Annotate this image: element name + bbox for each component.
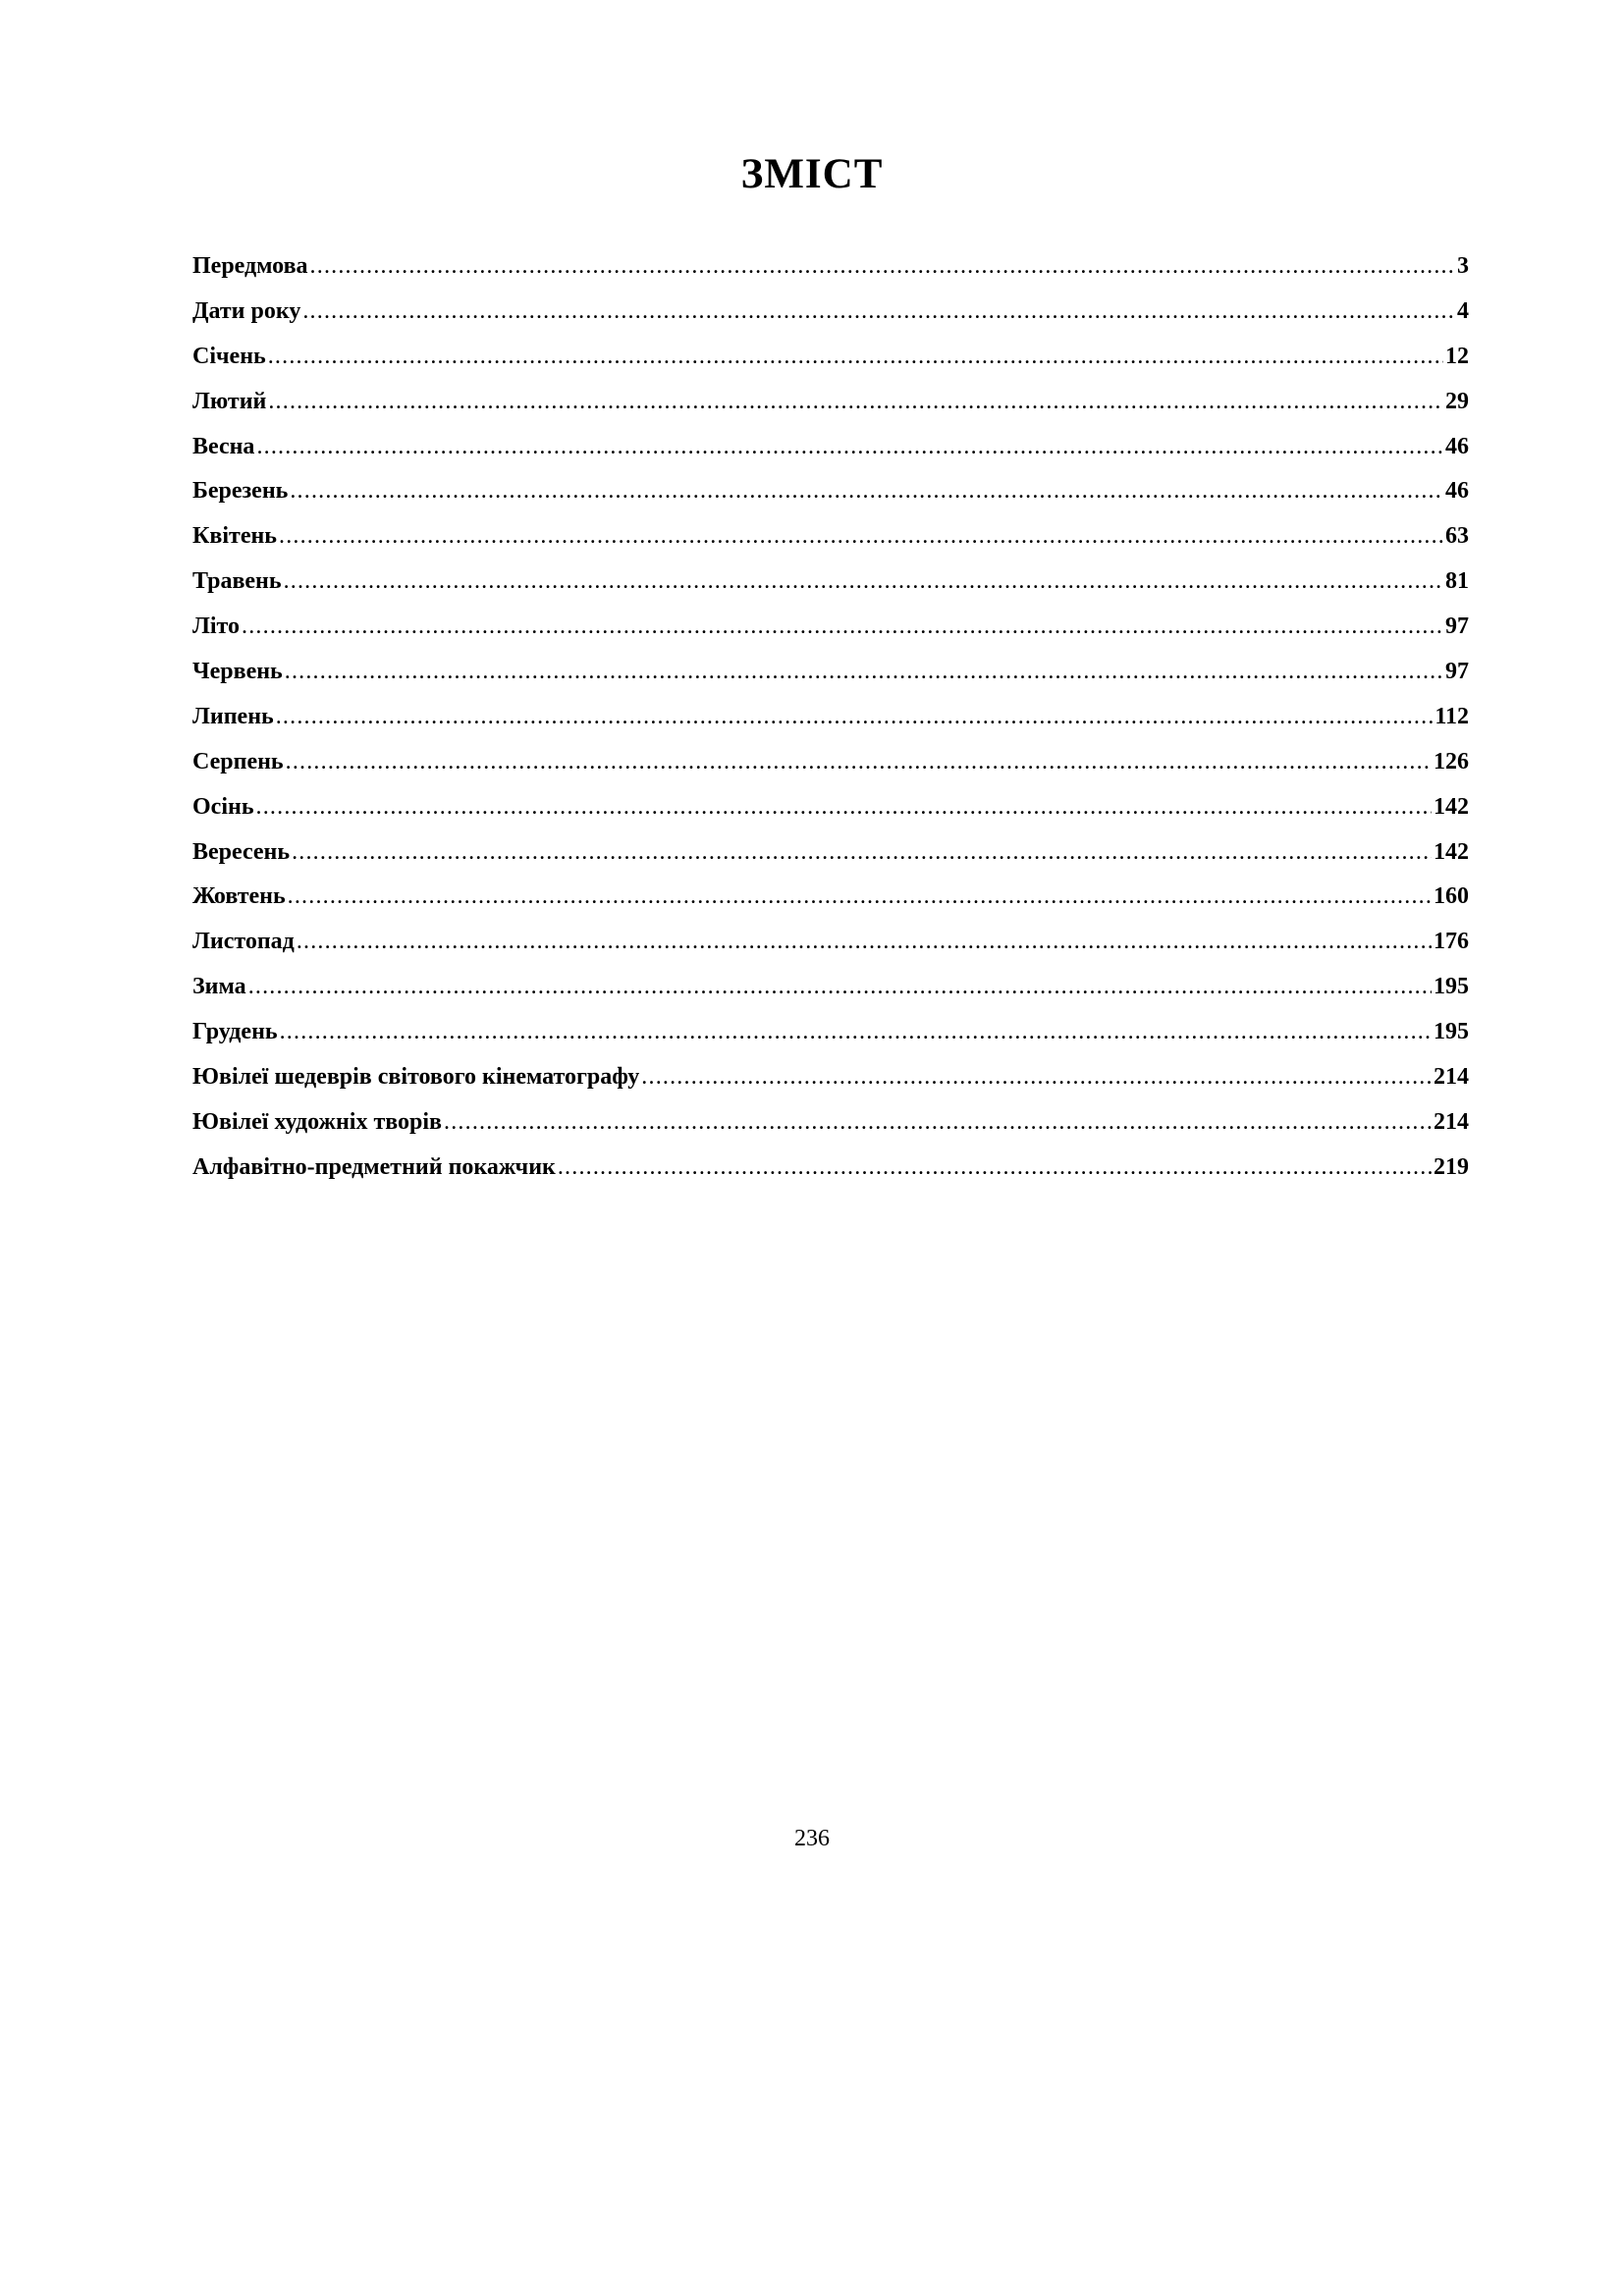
toc-dot-leader <box>268 387 1443 416</box>
toc-entry-label: Літо <box>192 614 241 640</box>
toc-dot-leader <box>310 251 1455 281</box>
toc-entry-page: 12 <box>1445 343 1469 369</box>
toc-entry-label: Передмова <box>192 253 308 279</box>
toc-dot-leader <box>276 702 1434 731</box>
toc-entry-spring <box>192 432 1469 477</box>
toc-dot-leader <box>641 1062 1432 1092</box>
toc-entry-september <box>192 837 1469 882</box>
toc-entry-label: Весна <box>192 433 255 459</box>
toc-entry-winter <box>192 972 1469 1017</box>
toc-entry-literary-anniversaries <box>192 1107 1469 1152</box>
toc-dot-leader <box>290 476 1443 506</box>
toc-entry-page: 81 <box>1445 568 1469 595</box>
toc-entry-label: Дати року <box>192 297 301 324</box>
toc-dot-leader <box>285 657 1443 686</box>
toc-entry-label: Алфавітно-предметний покажчик <box>192 1153 556 1180</box>
toc-dot-leader <box>242 612 1443 641</box>
toc-entry-page: 46 <box>1445 478 1469 505</box>
toc-entry-page: 195 <box>1434 1019 1469 1045</box>
toc-dot-leader <box>286 747 1432 776</box>
toc-dot-leader <box>558 1152 1432 1182</box>
toc-dot-leader <box>292 837 1432 867</box>
toc-entry-page: 176 <box>1434 929 1469 955</box>
toc-entry-label: Жовтень <box>192 883 286 910</box>
toc-entry-february <box>192 387 1469 432</box>
toc-entry-december <box>192 1017 1469 1062</box>
toc-entry-label: Лютий <box>192 388 267 414</box>
toc-entry-dates-of-year <box>192 296 1469 342</box>
page-number: 236 <box>794 1826 830 1851</box>
toc-entry-april <box>192 521 1469 566</box>
toc-entry-label: Ювілеї шедеврів світового кінематографу <box>192 1064 640 1091</box>
toc-entry-page: 63 <box>1445 523 1469 550</box>
toc-entry-subject-index <box>192 1152 1469 1198</box>
toc-dot-leader <box>284 566 1443 596</box>
toc-entry-label: Січень <box>192 343 266 369</box>
toc-entry-film-anniversaries <box>192 1062 1469 1107</box>
toc-entry-may <box>192 566 1469 612</box>
toc-entry-june <box>192 657 1469 702</box>
toc-entry-page: 112 <box>1435 703 1469 729</box>
toc-entry-january <box>192 342 1469 387</box>
toc-entry-label: Травень <box>192 568 282 595</box>
toc-entry-page: 195 <box>1434 974 1469 1000</box>
toc-entry-page: 29 <box>1445 388 1469 414</box>
toc-entry-foreword <box>192 251 1469 296</box>
toc-dot-leader <box>302 296 1455 326</box>
toc-dot-leader <box>288 881 1432 911</box>
toc-entry-autumn <box>192 792 1469 837</box>
toc-dot-leader <box>297 927 1432 956</box>
toc-entry-label: Ювілеї художніх творів <box>192 1108 443 1135</box>
toc-dot-leader <box>268 342 1443 371</box>
table-of-contents <box>192 251 1469 1198</box>
toc-entry-page: 214 <box>1434 1108 1469 1135</box>
toc-entry-page: 214 <box>1434 1064 1469 1091</box>
toc-entry-page: 142 <box>1434 838 1469 865</box>
toc-dot-leader <box>279 521 1443 551</box>
toc-entry-label: Квітень <box>192 523 277 550</box>
toc-entry-label: Листопад <box>192 929 295 955</box>
toc-entry-label: Липень <box>192 703 274 729</box>
toc-dot-leader <box>280 1017 1432 1046</box>
toc-entry-page: 97 <box>1445 614 1469 640</box>
toc-entry-page: 46 <box>1445 433 1469 459</box>
toc-entry-page: 219 <box>1434 1153 1469 1180</box>
toc-entry-october <box>192 881 1469 927</box>
toc-entry-label: Вересень <box>192 838 291 865</box>
toc-entry-page: 4 <box>1457 297 1469 324</box>
toc-dot-leader <box>248 972 1432 1001</box>
toc-entry-label: Серпень <box>192 748 284 774</box>
toc-entry-summer <box>192 612 1469 657</box>
toc-entry-label: Зима <box>192 974 246 1000</box>
toc-dot-leader <box>256 792 1432 822</box>
toc-title: ЗМІСТ <box>740 151 884 197</box>
toc-entry-page: 3 <box>1457 253 1469 279</box>
toc-dot-leader <box>444 1107 1432 1137</box>
toc-entry-label: Червень <box>192 659 283 685</box>
toc-entry-page: 126 <box>1434 748 1469 774</box>
toc-entry-march <box>192 476 1469 521</box>
toc-dot-leader <box>256 432 1443 461</box>
toc-entry-label: Березень <box>192 478 289 505</box>
toc-entry-label: Осінь <box>192 793 254 820</box>
toc-entry-page: 160 <box>1434 883 1469 910</box>
toc-entry-page: 142 <box>1434 793 1469 820</box>
toc-entry-july <box>192 702 1469 747</box>
toc-entry-november <box>192 927 1469 972</box>
toc-entry-august <box>192 747 1469 792</box>
toc-entry-page: 97 <box>1445 659 1469 685</box>
toc-entry-label: Грудень <box>192 1019 278 1045</box>
